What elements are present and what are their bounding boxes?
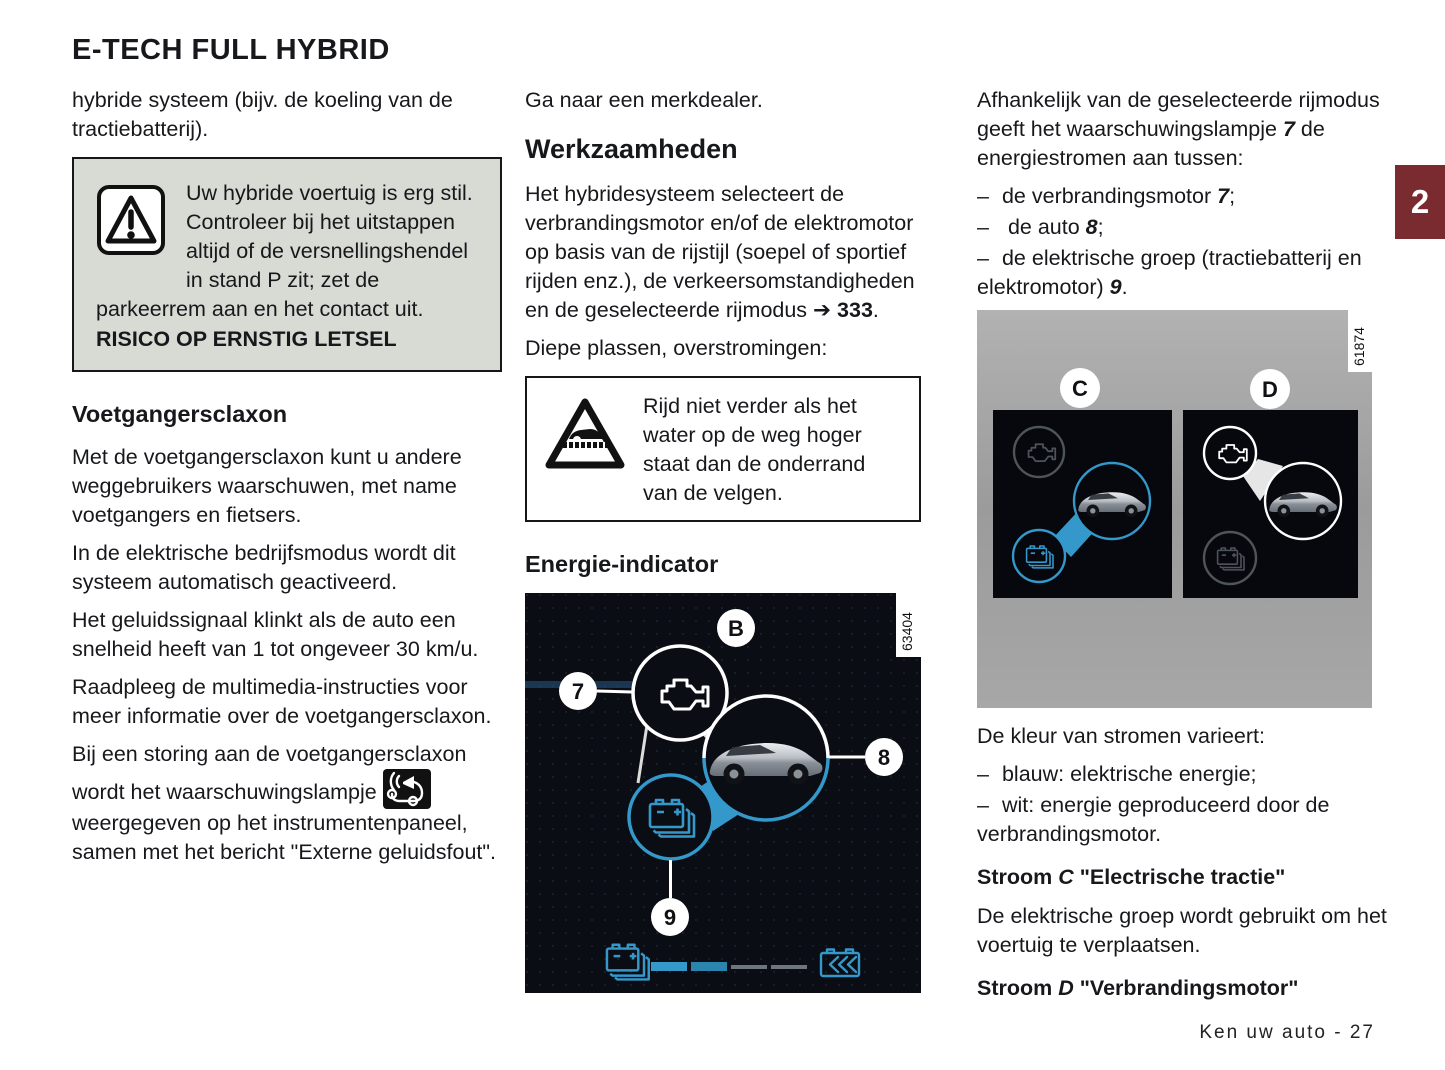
figure-label-b: B — [728, 615, 744, 641]
list-item: – de verbrandingsmotor 7; — [977, 184, 1236, 208]
energy-indicator-figure — [525, 593, 921, 993]
paragraph: Raadpleeg de multimedia-instructies voor meer informatie over de voetgangersclaxon. — [72, 675, 492, 728]
water-warning-box — [525, 376, 921, 522]
arrow-right-icon: ➔ — [813, 298, 832, 322]
section-heading-energie-indicator: Energie-indicator — [525, 551, 719, 577]
list-item: – wit: energie geproduceerd door de verbrandingsmotor. — [977, 793, 1330, 846]
warning-triangle-icon — [96, 183, 166, 265]
fault-paragraph: Bij een storing aan de voetgangersclaxon wordt het waarschuwingslampje weergegeven op het instrumentenpaneel, samen met het bericht "Externe geluidsfout". — [72, 742, 496, 864]
kleur-line: De kleur van stromen varieert: — [977, 724, 1265, 748]
figure-label-c: C — [1072, 375, 1088, 401]
callout-8: 8 — [877, 744, 891, 770]
safety-warning-emphasis: RISICO OP ERNSTIG LETSEL — [96, 327, 397, 351]
figure-number: 61874 — [1351, 327, 1367, 366]
chapter-tab: 2 — [1395, 165, 1445, 239]
list-item: – de elektrische groep (tractiebatterij en elektromotor) 9. — [977, 246, 1362, 299]
energy-flow-modes-figure — [977, 310, 1395, 708]
callout-9: 9 — [663, 904, 677, 930]
hybrid-paragraph: Het hybridesysteem selecteert de verbrandingsmotor en/of de elektromotor op basis van de rijstijl (soepel of sportief rijden enz.), de verkeersomstandigheden en de geselecteerde rijmodus ➔ 333. — [525, 182, 915, 322]
water-warning-text: Rijd niet verder als het water op de weg hoger staat dan de onderrand van de velgen. — [643, 394, 866, 505]
paragraph: Met de voetgangersclaxon kunt u andere weggebruikers waarschuwen, met name voetgangers en fietsers. — [72, 445, 462, 527]
page-reference: ➔ 333 — [813, 298, 873, 322]
safety-warning-text: Uw hybride voertuig is erg stil. Controleer bij het uitstappen altijd of de versnellingshendel in stand P zit; zet de parkeerrem aan en het contact uit. — [96, 181, 473, 321]
figure-label-d: D — [1262, 376, 1278, 402]
charge-bar-segment — [651, 962, 687, 971]
stroom-c-paragraph: De elektrische groep wordt gebruikt om het voertuig te verplaatsen. — [977, 904, 1387, 957]
section-heading-voetgangersclaxon: Voetgangersclaxon — [72, 401, 288, 427]
page-title: E-TECH FULL HYBRID — [72, 34, 390, 66]
rijmodus-paragraph: Afhankelijk van de geselecteerde rijmodus geeft het waarschuwingslampje 7 de energiestromen aan tussen: — [977, 88, 1380, 170]
section-heading-werkzaamheden: Werkzaamheden — [525, 134, 738, 164]
intro-paragraph: hybride systeem (bijv. de koeling van de tractiebatterij). — [72, 88, 453, 141]
plassen-line: Diepe plassen, overstromingen: — [525, 336, 828, 360]
stroom-d-heading: Stroom D "Verbrandingsmotor" — [977, 976, 1299, 1000]
list-item: – blauw: elektrische energie; — [977, 762, 1257, 786]
paragraph: In de elektrische bedrijfsmodus wordt dit systeem automatisch geactiveerd. — [72, 541, 456, 594]
figure-number: 63404 — [899, 612, 915, 651]
charge-bar-segment — [731, 965, 767, 969]
deep-water-warning-icon — [543, 394, 627, 480]
stroom-c-heading: Stroom C "Electrische tractie" — [977, 865, 1286, 889]
dealer-line: Ga naar een merkdealer. — [525, 88, 763, 112]
callout-7: 7 — [571, 678, 585, 704]
safety-warning-box — [72, 157, 502, 372]
charge-bar-segment — [771, 965, 807, 969]
page-footer: Ken uw auto - 27 — [1199, 1022, 1375, 1043]
right-column — [977, 86, 1395, 1013]
charge-bar-segment — [691, 962, 727, 971]
paragraph: Het geluidssignaal klinkt als de auto een snelheid heeft van 1 tot ongeveer 30 km/u. — [72, 608, 479, 661]
left-column — [72, 86, 502, 876]
middle-column — [525, 86, 921, 993]
list-item: – de auto 8; — [977, 215, 1104, 239]
pedestrian-horn-warning-icon — [383, 769, 431, 809]
